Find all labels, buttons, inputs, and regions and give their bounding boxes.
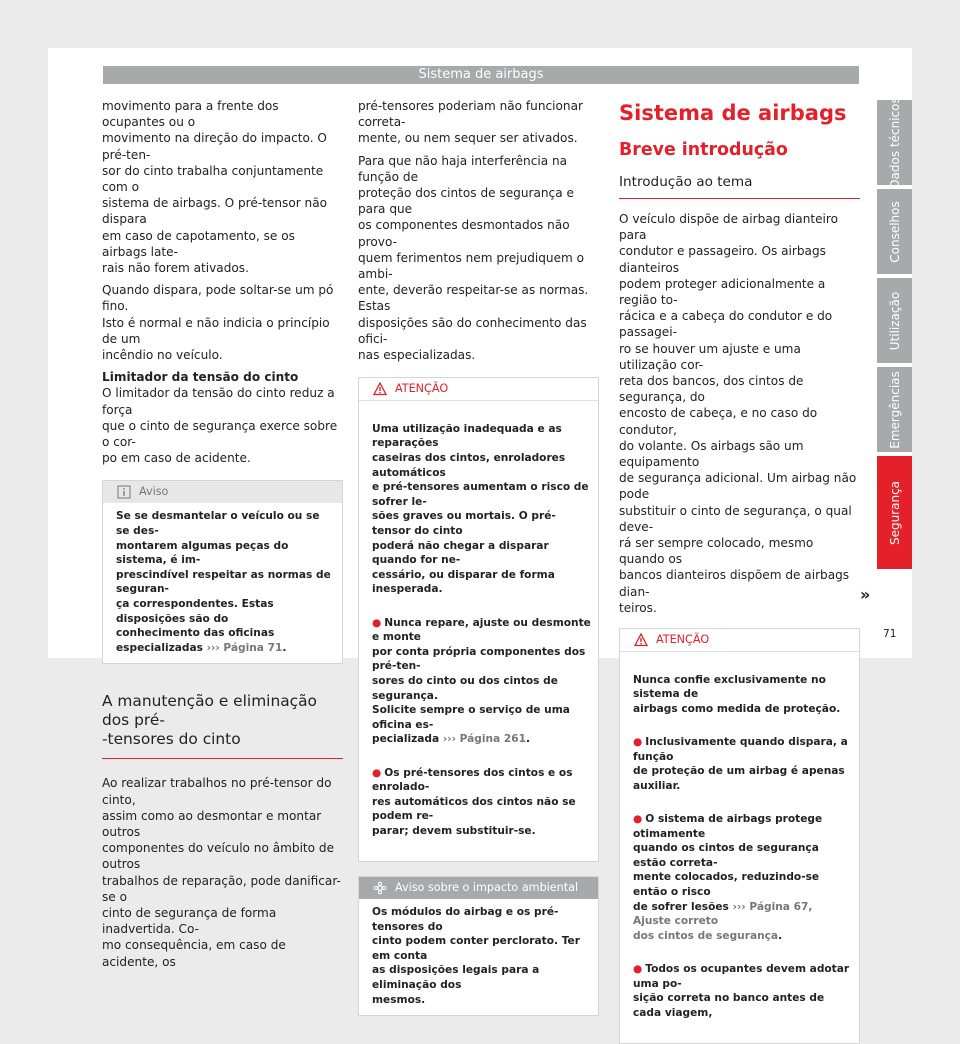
warning-body (359, 401, 598, 861)
warning-triangle-icon (634, 633, 648, 647)
warning-item-text: Os pré-tensores dos cintos e os enrolado- res automáticos dos cintos não se podem re- parar; devem substituir-se. (372, 766, 576, 837)
tab-seguranca[interactable] (877, 456, 912, 569)
page-number: 71 (883, 628, 897, 640)
warning-item (633, 735, 853, 793)
tab-dados-tecnicos[interactable] (877, 96, 912, 189)
warning-intro: Uma utilização inadequada e as reparações caseiras dos cintos, enroladores automáticos e pré-tensores aumentam o risco de sofrer le- sões graves ou mortais. O pré-tensor do cinto poderá não chegar a disparar quando for ne- cessário, ou disparar de forma inesperada. (372, 422, 589, 596)
warning-title: ATENÇÃO (656, 632, 710, 646)
punctuation: . (525, 733, 530, 746)
bullet-icon: ● (633, 962, 643, 975)
notice-title: Aviso (139, 485, 169, 499)
notice-text: Se se desmantelar o veículo ou se se des- montarem algumas peças do sistema, é im- prescindível respeitar as normas de seguran- ça correspondentes. Estas disposições são do conhecimento das oficinas especializadas (116, 510, 331, 654)
punctuation: . (778, 929, 783, 942)
running-header: Sistema de airbags (103, 66, 859, 84)
environment-header (359, 877, 598, 899)
paragraph: pré-tensores poderiam não funcionar correta- mente, ou nem sequer ser ativados. (358, 99, 583, 146)
warning-body (620, 652, 859, 1043)
tab-label: Dados técnicos (887, 96, 902, 189)
tab-utilizacao[interactable] (877, 278, 912, 363)
paragraph: Ao realizar trabalhos no pré-tensor do cinto, assim como ao desmontar e montar outros componentes do veículo no âmbito de outros trabalhos de reparação, pode danificar-se o cinto de segurança de forma inadvertida. Co- mo consequência, em caso de acidente, os (102, 776, 341, 969)
chapter-tabs (877, 96, 912, 573)
warning-item-text: O sistema de airbags protege otimamente quando os cintos de segurança estão correta- mente colocados, reduzindo-se então o risco de sofrer lesões (633, 813, 823, 913)
warning-item-text: Todos os ocupantes devem adotar uma po- sição correta no banco antes de cada viagem, (633, 962, 850, 1019)
tab-emergencias[interactable] (877, 367, 912, 452)
bullet-icon: ● (633, 736, 643, 749)
paragraph: Quando dispara, pode soltar-se um pó fino. Isto é normal e não indicia o princípio de um incêndio no veículo. (102, 283, 334, 363)
paragraph: O veículo dispõe de airbag dianteiro para condutor e passageiro. Os airbags dianteiros podem proteger adicionalmente a região to- rácica e a cabeça do condutor e do passagei- ro se houver um ajuste e uma utilização cor- reta dos bancos, dos cintos de segurança, do encosto de cabeça, e no caso do condutor, do volante. Os airbags são um equipamento de segurança adicional. Um airbag não pode substituir o cinto de segurança, o qual deve- rá ser sempre colocado, mesmo quando os bancos dianteiros dispõem de airbags dian- teiros. (619, 212, 857, 615)
warning-item (372, 616, 592, 747)
page-reference-link[interactable]: ››› Página 67, Ajuste correto dos cintos de segurança (633, 900, 813, 942)
warning-item-text: Inclusivamente quando dispara, a função de proteção de um airbag é apenas auxiliar. (633, 736, 848, 792)
bullet-icon: ● (372, 616, 382, 629)
subsection-heading: Introdução ao tema (619, 173, 860, 199)
environment-icon (373, 881, 387, 895)
page-reference-link[interactable]: ››› Página 261 (442, 733, 526, 746)
warning-item (633, 962, 853, 1020)
warning-item (372, 766, 592, 839)
notice-body (103, 503, 342, 663)
column-2 (358, 98, 599, 1016)
info-icon (117, 485, 131, 499)
environment-title: Aviso sobre o impacto ambiental (395, 880, 579, 894)
column-3 (619, 98, 860, 1044)
tab-conselhos[interactable] (877, 189, 912, 274)
notice-box (102, 480, 343, 664)
bullet-icon: ● (633, 813, 643, 826)
environment-body: Os módulos do airbag e os pré-tensores do cinto podem conter perclorato. Ter em conta as disposições legais para a eliminação dos mesmos. (372, 906, 580, 1006)
warning-intro: Nunca confie exclusivamente no sistema de airbags como medida de proteção. (633, 673, 841, 715)
warning-item-text: Nunca repare, ajuste ou desmonte e monte por conta própria componentes dos pré-ten- sores do cinto ou dos cintos de segurança. Solicite sempre o serviço de uma oficina es- pecializada (372, 616, 591, 746)
tab-label: Segurança (887, 480, 902, 545)
environment-notice-box (358, 876, 599, 1016)
tab-label: Conselhos (887, 200, 902, 263)
section-heading: Breve introdução (619, 140, 788, 160)
continue-marker: » (860, 585, 871, 604)
chapter-title: Sistema de airbags (619, 101, 847, 125)
warning-header (620, 629, 859, 652)
paragraph: Para que não haja interferência na função de proteção dos cintos de segurança e para que os componentes desmontados não provo- quem ferimentos nem prejudiquem o ambi- ente, deverão respeitar-se as normas. Estas disposições são do conhecimento das ofici- nas especializadas. (358, 153, 589, 363)
warning-item (633, 812, 853, 943)
bullet-icon: ● (372, 766, 382, 779)
subheading: Limitador da tensão do cinto (102, 370, 299, 385)
tab-label: Emergências (887, 370, 902, 449)
tab-label: Utilização (887, 291, 902, 350)
notice-header (103, 481, 342, 503)
warning-header (359, 378, 598, 401)
paragraph: O limitador da tensão do cinto reduz a força que o cinto de segurança exerce sobre o cor- po em caso de acidente. (102, 386, 338, 466)
warning-box (619, 628, 860, 1044)
warning-title: ATENÇÃO (395, 382, 449, 396)
page-reference-link[interactable]: ››› Página 71 (206, 641, 283, 654)
section-title: A manutenção e eliminação dos pré- -tensores do cinto (102, 692, 343, 759)
warning-triangle-icon (373, 382, 387, 396)
punctuation: . (282, 641, 287, 654)
warning-box (358, 377, 599, 862)
paragraph: movimento para a frente dos ocupantes ou o movimento na direção do impacto. O pré-ten- sor do cinto trabalha conjuntamente com o sistema de airbags. O pré-tensor não dispara em caso de capotamento, se os airbags late- rais não forem ativados. (102, 99, 328, 276)
column-1 (102, 98, 343, 970)
